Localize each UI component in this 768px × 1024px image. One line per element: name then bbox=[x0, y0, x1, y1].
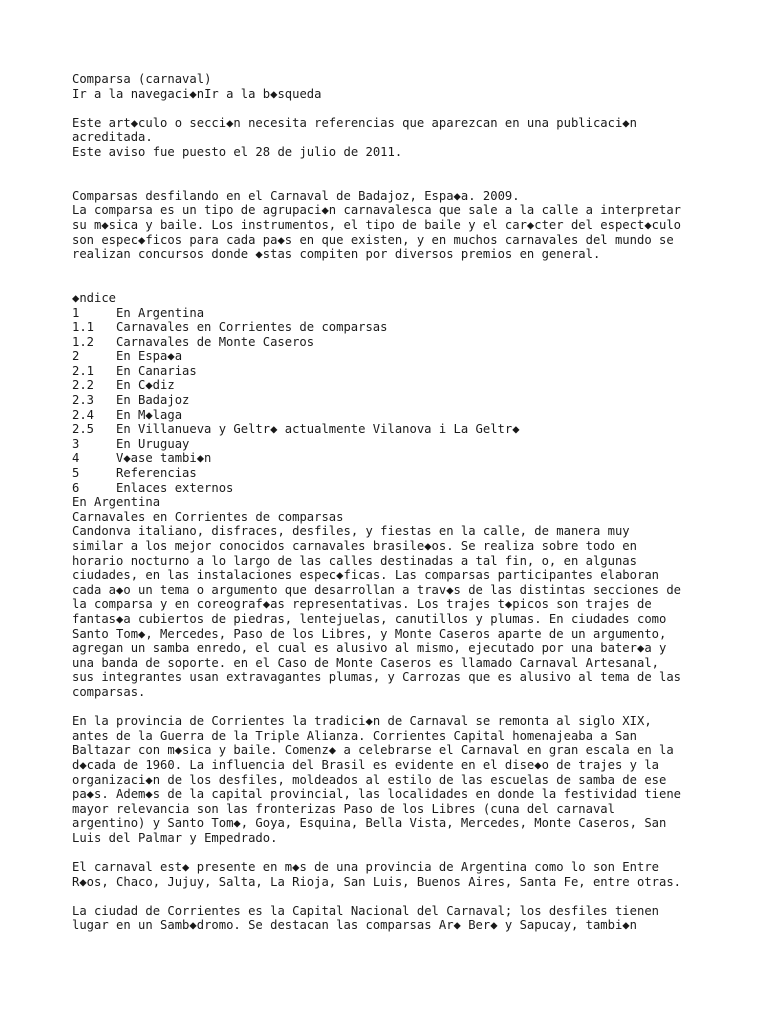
paragraph-line: En la provincia de Corrientes la tradici◆n de Carnaval se remonta al siglo XIX, bbox=[72, 714, 652, 729]
page-title: Comparsa (carnaval) bbox=[72, 72, 212, 86]
toc-item-number: 5 bbox=[72, 466, 80, 481]
paragraph-line: cada a◆o un tema o argumento que desarrollan a trav◆s de las distintas secciones de bbox=[72, 582, 682, 597]
intro-line: La comparsa es un tipo de agrupaci◆n carnavalesca que sale a la calle a interpretar bbox=[72, 203, 682, 218]
toc-item-number: 2.3 bbox=[72, 393, 95, 408]
toc-item-label: Referencias bbox=[116, 466, 197, 481]
toc-item-number: 2.4 bbox=[72, 407, 95, 422]
toc-item-number: 6 bbox=[72, 480, 80, 495]
toc-item-number: 4 bbox=[72, 451, 80, 466]
paragraph-line: mayor relevancia son las fronterizas Paso de los Libres (cuna del carnaval bbox=[72, 801, 615, 816]
notice-line: Este aviso fue puesto el 28 de julio de 2011. bbox=[72, 144, 403, 159]
paragraph-line: una banda de soporte. en el Caso de Monte Caseros es llamado Carnaval Artesanal, bbox=[72, 655, 659, 670]
toc-item-malaga[interactable] bbox=[72, 408, 712, 423]
toc-item-label: Enlaces externos bbox=[116, 480, 234, 495]
paragraph-line: lugar en un Samb◆dromo. Se destacan las comparsas Ar◆ Ber◆ y Sapucay, tambi◆n bbox=[72, 918, 637, 933]
toc-item-label: En Badajoz bbox=[116, 393, 190, 408]
image-caption: Comparsas desfilando en el Carnaval de Badajoz, Espa◆a. 2009. bbox=[72, 188, 520, 203]
intro-section bbox=[72, 189, 712, 262]
references-notice bbox=[72, 116, 712, 160]
paragraph-line: Baltazar con m◆sica y baile. Comenz◆ a celebrarse el Carnaval en gran escala en la bbox=[72, 743, 674, 758]
toc-item-cadiz[interactable] bbox=[72, 378, 712, 393]
document-page bbox=[72, 72, 712, 933]
paragraph-line: antes de la Guerra de la Triple Alianza. Corrientes Capital homenajeaba a San bbox=[72, 728, 637, 743]
toc-item-number: 2.5 bbox=[72, 422, 95, 437]
toc-item-villanueva[interactable] bbox=[72, 422, 712, 437]
toc-item-badajoz[interactable] bbox=[72, 393, 712, 408]
paragraph-line: Candonva italiano, disfraces, desfiles, y fiestas en la calle, de manera muy bbox=[72, 524, 630, 539]
section-argentina bbox=[72, 495, 712, 933]
paragraph-line: organizaci◆n de los desfiles, moldeados al estilo de las escuelas de samba de ese bbox=[72, 772, 667, 787]
toc-item-label: En Villanueva y Geltr◆ actualmente Vilanova i La Geltr◆ bbox=[116, 422, 520, 437]
toc-item-number: 1 bbox=[72, 305, 80, 320]
toc-item-vease-tambien[interactable] bbox=[72, 451, 712, 466]
intro-line: son espec◆ficos para cada pa◆s en que existen, y en muchos carnavales del mundo se bbox=[72, 232, 674, 247]
section-heading: En Argentina bbox=[72, 495, 161, 510]
toc-item-number: 2 bbox=[72, 349, 80, 364]
toc-item-label: V◆ase tambi◆n bbox=[116, 451, 212, 466]
paragraph bbox=[72, 714, 712, 845]
toc-item-number: 1.1 bbox=[72, 320, 95, 335]
paragraph-line: argentino) y Santo Tom◆, Goya, Esquina, Bella Vista, Mercedes, Monte Caseros, San bbox=[72, 816, 667, 831]
paragraph-line: El carnaval est◆ presente en m◆s de una provincia de Argentina como lo son Entre bbox=[72, 860, 659, 875]
intro-line: su m◆sica y baile. Los instrumentos, el tipo de baile y el car◆cter del espect◆culo bbox=[72, 217, 682, 232]
toc-heading: ◆ndice bbox=[72, 290, 117, 305]
toc-item-label: En Canarias bbox=[116, 363, 197, 378]
toc-item-referencias[interactable] bbox=[72, 466, 712, 481]
paragraph-line: comparsas. bbox=[72, 684, 146, 699]
toc-item-uruguay[interactable] bbox=[72, 437, 712, 452]
paragraph-line: ciudades, en las instalaciones espec◆ficas. Las comparsas participantes elaboran bbox=[72, 568, 659, 583]
toc-item-label: Carnavales de Monte Caseros bbox=[116, 334, 315, 349]
toc-item-label: En Uruguay bbox=[116, 436, 190, 451]
toc-item-number: 3 bbox=[72, 436, 80, 451]
toc-item-espana[interactable] bbox=[72, 349, 712, 364]
toc-item-label: En M◆laga bbox=[116, 407, 183, 422]
paragraph bbox=[72, 860, 712, 889]
paragraph-line: similar a los mejor conocidos carnavales brasile◆os. Se realiza sobre todo en bbox=[72, 539, 637, 553]
toc-item-number: 2.1 bbox=[72, 363, 95, 378]
toc-item-corrientes[interactable] bbox=[72, 320, 712, 335]
toc-item-canarias[interactable] bbox=[72, 364, 712, 379]
toc-item-label: En C◆diz bbox=[116, 378, 175, 393]
toc-item-argentina[interactable] bbox=[72, 306, 712, 321]
skip-navigation-links[interactable]: Ir a la navegaci◆nIr a la b◆squeda bbox=[72, 86, 322, 101]
subsection-heading: Carnavales en Corrientes de comparsas bbox=[72, 509, 344, 524]
paragraph-line: pa◆s. Adem◆s de la capital provincial, las localidades en donde la festividad tiene bbox=[72, 787, 682, 802]
toc-item-label: En Argentina bbox=[116, 305, 205, 320]
paragraph-line: d◆cada de 1960. La influencia del Brasil es evidente en el dise◆o de trajes y la bbox=[72, 757, 659, 772]
toc-item-label: En Espa◆a bbox=[116, 349, 183, 364]
paragraph-line: horario nocturno a lo largo de las calles destinadas a tal fin, o, en algunas bbox=[72, 553, 637, 568]
paragraph-line: fantas◆a cubiertos de piedras, lentejuelas, canutillos y plumas. En ciudades como bbox=[72, 611, 667, 626]
paragraph bbox=[72, 904, 712, 933]
paragraph-line: R◆os, Chaco, Jujuy, Salta, La Rioja, San Luis, Buenos Aires, Santa Fe, entre otras. bbox=[72, 874, 682, 889]
paragraph-line: La ciudad de Corrientes es la Capital Nacional del Carnaval; los desfiles tienen bbox=[72, 903, 659, 918]
paragraph-line: la comparsa y en coreograf◆as representativas. Los trajes t◆picos son trajes de bbox=[72, 597, 652, 612]
intro-line: realizan concursos donde ◆stas compiten por diversos premios en general. bbox=[72, 247, 601, 262]
notice-line: acreditada. bbox=[72, 130, 153, 145]
toc-item-number: 1.2 bbox=[72, 334, 95, 349]
table-of-contents bbox=[72, 291, 712, 495]
paragraph-line: Santo Tom◆, Mercedes, Paso de los Libres, y Monte Caseros aparte de un argumento, bbox=[72, 626, 667, 641]
toc-item-monte-caseros[interactable] bbox=[72, 335, 712, 350]
toc-item-label: Carnavales en Corrientes de comparsas bbox=[116, 320, 388, 335]
paragraph bbox=[72, 524, 712, 699]
toc-item-enlaces-externos[interactable] bbox=[72, 481, 712, 496]
paragraph-line: agregan un samba enredo, el cual es alusivo al mismo, ejecutado por una bater◆a y bbox=[72, 641, 667, 656]
toc-item-number: 2.2 bbox=[72, 378, 95, 393]
paragraph-line: Luis del Palmar y Empedrado. bbox=[72, 830, 278, 845]
notice-line: Este art◆culo o secci◆n necesita referencias que aparezcan en una publicaci◆n bbox=[72, 115, 637, 130]
paragraph-line: sus integrantes usan extravagantes plumas, y Carrozas que es alusivo al tema de las bbox=[72, 670, 682, 685]
